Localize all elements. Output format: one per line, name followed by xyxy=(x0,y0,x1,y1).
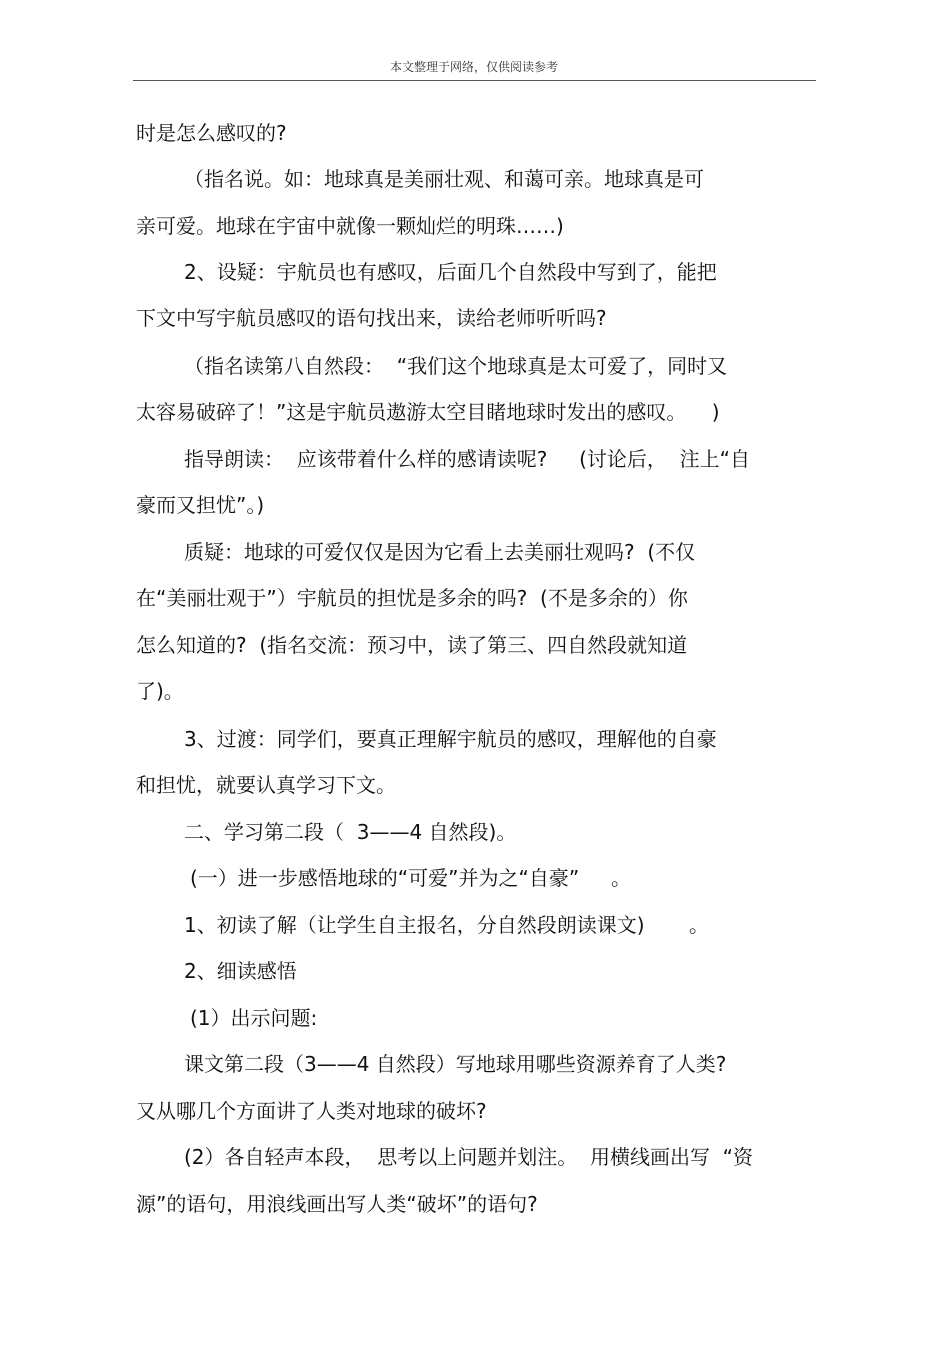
text-line: （指名说。如：地球真是美丽壮观、和蔼可亲。地球真是可 xyxy=(184,167,704,191)
text-line: 和担忧，就要认真学习下文。 xyxy=(136,773,396,797)
text-line: 豪而又担忧”。) xyxy=(136,493,265,517)
header-rule xyxy=(133,80,816,81)
text-line: 下文中写宇航员感叹的语句找出来，读给老师听听吗? xyxy=(136,306,607,330)
text-line: 二、学习第二段（ 3——4 自然段)。 xyxy=(184,820,517,844)
page-header: 本文整理于网络，仅供阅读参考 xyxy=(389,60,558,74)
text-line: 时是怎么感叹的? xyxy=(136,121,287,145)
text-line: (1）出示问题: xyxy=(190,1006,318,1030)
text-line: （指名读第八自然段： “我们这个地球真是太可爱了，同时又 xyxy=(184,354,728,378)
text-line: (2）各自轻声本段， 思考以上问题并划注。 用横线画出写 “资 xyxy=(184,1145,754,1169)
text-line: 怎么知道的? (指名交流：预习中，读了第三、四自然段就知道 xyxy=(136,633,688,657)
text-line: 太容易破碎了！”这是宇航员遨游太空目睹地球时发出的感叹。 ) xyxy=(136,400,720,424)
text-line: 2、细读感悟 xyxy=(184,959,297,983)
text-line: (一）进一步感悟地球的“可爱”并为之“自豪” 。 xyxy=(190,866,632,890)
text-line: 了)。 xyxy=(136,679,184,703)
text-line: 亲可爱。地球在宇宙中就像一颗灿烂的明珠……) xyxy=(136,214,564,238)
text-line: 质疑：地球的可爱仅仅是因为它看上去美丽壮观吗? (不仅 xyxy=(184,540,696,564)
text-line: 又从哪几个方面讲了人类对地球的破坏? xyxy=(136,1099,487,1123)
text-line: 2、设疑：宇航员也有感叹，后面几个自然段中写到了，能把 xyxy=(184,260,717,284)
text-line: 源”的语句，用浪线画出写人类“破坏”的语句? xyxy=(136,1192,538,1216)
text-line: 指导朗读： 应该带着什么样的感请读呢? (讨论后， 注上“自 xyxy=(184,447,750,471)
text-line: 课文第二段（3——4 自然段）写地球用哪些资源养育了人类? xyxy=(184,1052,727,1076)
text-line: 在“美丽壮观于”）宇航员的担忧是多余的吗? (不是多余的）你 xyxy=(136,586,688,610)
text-line: 1、初读了解（让学生自主报名，分自然段朗读课文) 。 xyxy=(184,913,710,937)
text-line: 3、过渡：同学们，要真正理解宇航员的感叹，理解他的自豪 xyxy=(184,727,717,751)
